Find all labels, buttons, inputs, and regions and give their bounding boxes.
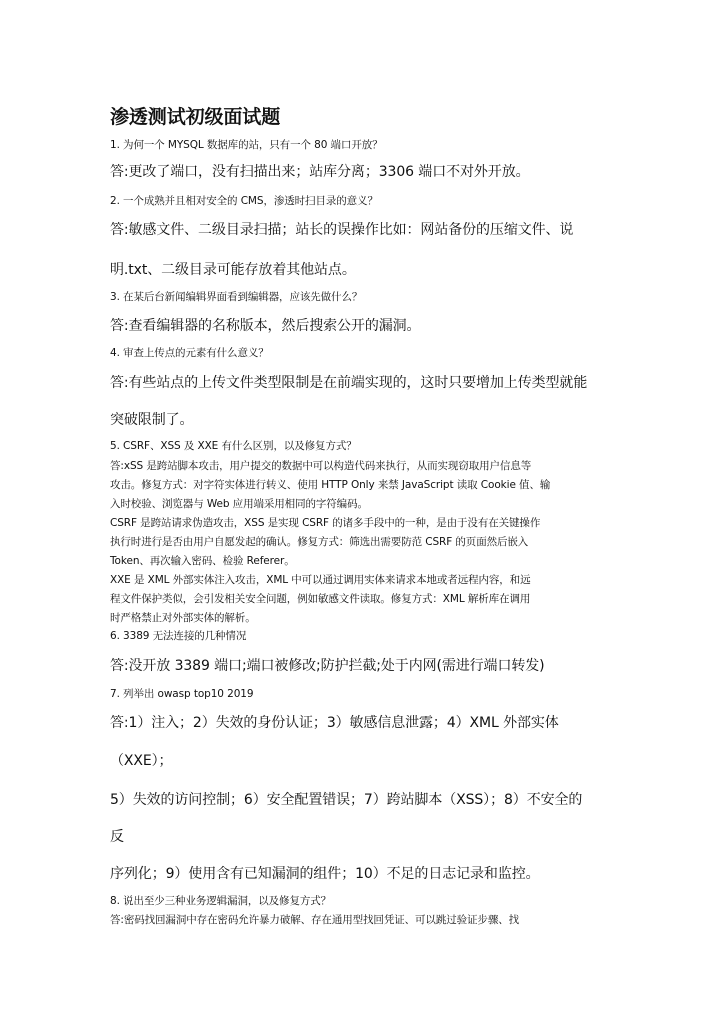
answer-5-line-8: 程文件保护类似，会引发相关安全问题，例如敏感文件读取。修复方式：XML 解析库在调用 [110, 593, 531, 605]
answer-7-line-1: 答:1）注入；2）失效的身份认证；3）敏感信息泄露；4）XML 外部实体 [110, 715, 559, 731]
answer-2-line-1: 答:敏感文件、二级目录扫描；站长的误操作比如：网站备份的压缩文件、说 [110, 222, 574, 238]
question-5: 5. CSRF、XSS 及 XXE 有什么区别，以及修复方式？ [110, 440, 357, 452]
question-2: 2. 一个成熟并且相对安全的 CMS，渗透时扫目录的意义？ [110, 195, 378, 207]
question-8: 8. 说出至少三种业务逻辑漏洞，以及修复方式？ [110, 895, 332, 907]
answer-2-line-2: 明.txt、二级目录可能存放着其他站点。 [110, 262, 356, 278]
answer-7-line-4: 反 [110, 829, 124, 845]
answer-4-line-1: 答:有些站点的上传文件类型限制是在前端实现的，这时只要增加上传类型就能 [110, 375, 588, 391]
answer-5-line-9: 时严格禁止对外部实体的解析。 [110, 612, 256, 624]
page-title: 渗透测试初级面试题 [110, 106, 281, 128]
answer-5-line-2: 攻击。修复方式：对字符实体进行转义、使用 HTTP Only 来禁 JavaScript 读取 Cookie 值、输 [110, 479, 551, 491]
answer-8-line-1: 答:密码找回漏洞中存在密码允许暴力破解、存在通用型找回凭证、可以跳过验证步骤、找 [110, 914, 520, 926]
answer-5-line-7: XXE 是 XML 外部实体注入攻击，XML 中可以通过调用实体来请求本地或者远程内容，和远 [110, 574, 531, 586]
answer-5-line-1: 答:xSS 是跨站脚本攻击，用户提交的数据中可以构造代码来执行，从而实现窃取用户信息等 [110, 460, 532, 472]
answer-5-line-5: 执行时进行是否由用户自愿发起的确认。修复方式：筛选出需要防范 CSRF 的页面然后嵌入 [110, 536, 529, 548]
answer-5-line-3: 入时校验、浏览器与 Web 应用端采用相同的字符编码。 [110, 498, 368, 510]
answer-5-line-4: CSRF 是跨站请求伪造攻击，XSS 是实现 CSRF 的诸多手段中的一种，是由于没有在关键操作 [110, 517, 541, 529]
answer-3: 答:查看编辑器的名称版本，然后搜索公开的漏洞。 [110, 318, 421, 334]
answer-1: 答:更改了端口，没有扫描出来；站库分离；3306 端口不对外开放。 [110, 164, 530, 180]
question-7: 7. 列举出 owasp top10 2019 [110, 688, 254, 700]
answer-5-line-6: Token、再次输入密码、检验 Referer。 [110, 555, 295, 567]
answer-7-line-2: （XXE）； [110, 753, 173, 769]
answer-7-line-3: 5）失效的访问控制；6）安全配置错误；7）跨站脚本（XSS）；8）不安全的 [110, 792, 583, 808]
question-6: 6. 3389 无法连接的几种情况 [110, 630, 247, 642]
answer-6: 答:没开放 3389 端口;端口被修改;防护拦截;处于内网(需进行端口转发) [110, 658, 545, 674]
question-3: 3. 在某后台新闻编辑界面看到编辑器，应该先做什么？ [110, 291, 363, 303]
question-4: 4. 审查上传点的元素有什么意义？ [110, 347, 269, 359]
answer-7-line-5: 序列化；9）使用含有已知漏洞的组件；10）不足的日志记录和监控。 [110, 866, 540, 882]
answer-4-line-2: 突破限制了。 [110, 412, 194, 428]
question-1: 1. 为何一个 MYSQL 数据库的站，只有一个 80 端口开放？ [110, 139, 383, 151]
